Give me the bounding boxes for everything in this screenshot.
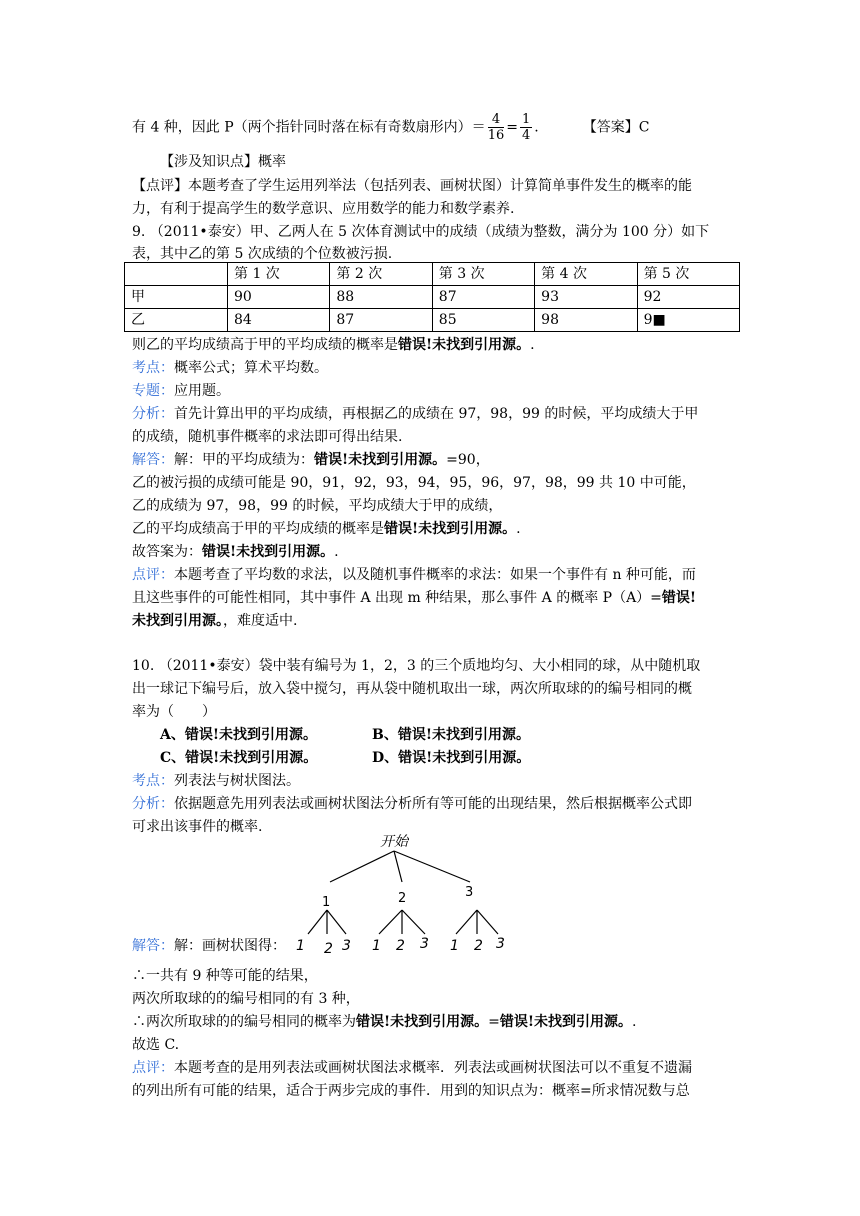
tree-leaf: 1 — [450, 938, 459, 954]
q10-stem-1: 10. （2011•泰安）袋中装有编号为 1，2，3 的三个质地均匀、大小相同的球，从中随机取 — [132, 658, 701, 674]
table-cell: 第 1 次 — [228, 263, 330, 286]
ref-error: 错误!未找到引用源。 — [384, 521, 517, 537]
table-cell: 93 — [535, 286, 637, 309]
answer-line-prev: 有 4 种，因此 P（两个指针同时落在标有奇数扇形内）＝ $\frac{4}{16}$ = $\frac{1}{4}$ . 【答案】C — [132, 112, 650, 143]
tree-edge — [402, 910, 425, 934]
ref-error: 错误! — [661, 590, 697, 606]
q10-fenxi-2: 可求出该事件的概率. — [132, 819, 263, 835]
table-cell: 98 — [535, 309, 637, 332]
tree-leaf: 1 — [372, 938, 381, 954]
q9-solution-1: 乙的被污损的成绩可能是 90，91，92，93，94，95，96，97，98，99 共 10 中可能， — [132, 475, 696, 491]
kaodian-label: 考点： — [132, 360, 174, 376]
tree-node-level1: 1 — [322, 895, 331, 910]
ref-error: 错误!未找到引用源。 — [356, 1014, 489, 1030]
q9-kaodian: 考点：概率公式；算术平均数。 — [132, 360, 328, 376]
q9-stem-2: 表，其中乙的第 5 次成绩的个位数被污损. — [132, 246, 393, 262]
tree-edge — [308, 910, 327, 934]
table-cell: 乙 — [125, 309, 228, 332]
fraction-4-16: $\frac{4}{16}$ — [487, 112, 505, 143]
fenxi-label: 分析： — [132, 406, 174, 422]
option-a[interactable]: A、错误!未找到引用源。 — [160, 727, 318, 743]
table-cell: 87 — [330, 309, 432, 332]
table-cell: 88 — [330, 286, 432, 309]
q9-fenxi-2: 的成绩，随机事件概率的求法即可得出结果. — [132, 429, 403, 445]
q9-jieda: 解答：解：甲的平均成绩为：错误!未找到引用源。=90， — [132, 452, 490, 468]
tree-edge — [379, 910, 402, 934]
ref-error: 未找到引用源。 — [132, 613, 223, 629]
ref-error: 错误!未找到引用源。 — [314, 452, 447, 468]
tree-leaf: 3 — [420, 936, 429, 952]
jieda-label: 解答： — [132, 452, 174, 468]
q10-stem-3: 率为（ ） — [132, 704, 216, 720]
comment-line-1: 【点评】本题考查了学生运用列举法（包括列表、画树状图）计算简单事件发生的概率的能 — [132, 178, 692, 194]
q10-jieda: 解答：解：画树状图得： — [132, 938, 286, 954]
option-d[interactable]: D、错误!未找到引用源。 — [372, 750, 531, 766]
table-header-row — [125, 263, 740, 286]
fenxi-label: 分析： — [132, 796, 174, 812]
table-row — [125, 309, 740, 332]
tree-node-level1: 3 — [465, 885, 474, 900]
q9-solution-3: 乙的平均成绩高于甲的平均成绩的概率是错误!未找到引用源。. — [132, 521, 521, 537]
table-row — [125, 286, 740, 309]
tree-leaf: 3 — [496, 936, 505, 952]
tree-leaf: 2 — [324, 941, 333, 957]
table-cell: 87 — [432, 286, 534, 309]
q9-zhuanti: 专题：应用题。 — [132, 383, 230, 399]
tree-leaf: 2 — [396, 938, 405, 954]
q9-dianping: 点评：本题考查了平均数的求法，以及随机事件概率的求法：如果一个事件有 n 种可能，而 — [132, 567, 696, 583]
q9-solution-4: 故答案为：错误!未找到引用源。. — [132, 544, 339, 560]
table-cell: 第 5 次 — [637, 263, 739, 286]
tree-edge — [327, 910, 346, 934]
tree-edge — [477, 910, 498, 934]
tree-root-label: 开始 — [380, 834, 408, 850]
q9-solution-2: 乙的成绩为 97，98，99 的时候，平均成绩大于甲的成绩， — [132, 498, 503, 514]
ref-error: 错误!未找到引用源。 — [499, 1014, 633, 1030]
tree-edge — [330, 851, 394, 882]
table-cell: 第 4 次 — [535, 263, 637, 286]
score-table — [124, 262, 740, 332]
table-cell: 第 2 次 — [330, 263, 432, 286]
table-cell: 90 — [228, 286, 330, 309]
option-c[interactable]: C、错误!未找到引用源。 — [160, 750, 318, 766]
fraction-1-4: $\frac{1}{4}$ — [521, 112, 531, 143]
dianping-label: 点评： — [132, 567, 174, 583]
tree-leaf: 1 — [296, 938, 305, 954]
knowledge-point: 【涉及知识点】概率 — [160, 154, 286, 170]
jieda-label: 解答： — [132, 938, 174, 954]
tree-node-level1: 2 — [398, 891, 407, 906]
ref-error: 错误!未找到引用源。 — [398, 337, 531, 353]
q10-solution-2: 两次所取球的的编号相同的有 3 种， — [132, 991, 360, 1007]
q10-solution-1: ∴一共有 9 种等可能的结果， — [132, 968, 318, 984]
option-b[interactable]: B、错误!未找到引用源。 — [372, 727, 530, 743]
tree-edge — [394, 851, 470, 882]
q10-fenxi: 分析：依据题意先用列表法或画树状图法分析所有等可能的出现结果，然后根据概率公式即 — [132, 796, 692, 812]
q10-dianping: 点评：本题考查的是用列表法或画树状图法求概率．列表法或画树状图法可以不重复不遗漏 — [132, 1060, 692, 1076]
dianping-label: 点评： — [132, 1060, 174, 1076]
q10-stem-2: 出一球记下编号后，放入袋中搅匀，再从袋中随机取出一球，两次所取球的的编号相同的概 — [132, 681, 692, 697]
tree-edge — [394, 851, 402, 882]
tree-leaf: 2 — [474, 938, 483, 954]
q9-dianping-2: 且这些事件的可能性相同，其中事件 A 出现 m 种结果，那么事件 A 的概率 P（A）=错误! — [132, 590, 697, 606]
q10-solution-4: 故选 C. — [132, 1037, 180, 1053]
q10-dianping-2: 的列出所有可能的结果，适合于两步完成的事件．用到的知识点为：概率=所求情况数与总 — [132, 1083, 690, 1099]
table-cell: 第 3 次 — [432, 263, 534, 286]
table-cell: 9■ — [637, 309, 739, 332]
q10-kaodian: 考点：列表法与树状图法。 — [132, 773, 300, 789]
prob-statement: 有 4 种，因此 P（两个指针同时落在标有奇数扇形内）＝ — [132, 119, 486, 136]
q9-dianping-3: 未找到引用源。，难度适中. — [132, 613, 298, 629]
tree-leaf: 3 — [342, 938, 351, 954]
answer-label: 【答案】C — [582, 119, 650, 136]
table-cell: 甲 — [125, 286, 228, 309]
table-cell: 85 — [432, 309, 534, 332]
q9-fenxi: 分析：首先计算出甲的平均成绩，再根据乙的成绩在 97，98，99 的时候，平均成绩大于甲 — [132, 406, 699, 422]
q9-question: 则乙的平均成绩高于甲的平均成绩的概率是错误!未找到引用源。. — [132, 337, 535, 353]
table-cell — [125, 263, 228, 286]
ref-error: 错误!未找到引用源。 — [202, 544, 335, 560]
table-cell: 84 — [228, 309, 330, 332]
table-cell: 92 — [637, 286, 739, 309]
q9-stem-1: 9. （2011•泰安）甲、乙两人在 5 次体育测试中的成绩（成绩为整数，满分为 100 分）如下 — [132, 224, 710, 240]
q10-solution-3: ∴两次所取球的的编号相同的概率为错误!未找到引用源。=错误!未找到引用源。. — [132, 1014, 637, 1030]
zhuanti-label: 专题： — [132, 383, 174, 399]
comment-line-2: 力，有利于提高学生的数学意识、应用数学的能力和数学素养. — [132, 201, 515, 217]
kaodian-label: 考点： — [132, 773, 174, 789]
tree-edge — [456, 910, 477, 934]
